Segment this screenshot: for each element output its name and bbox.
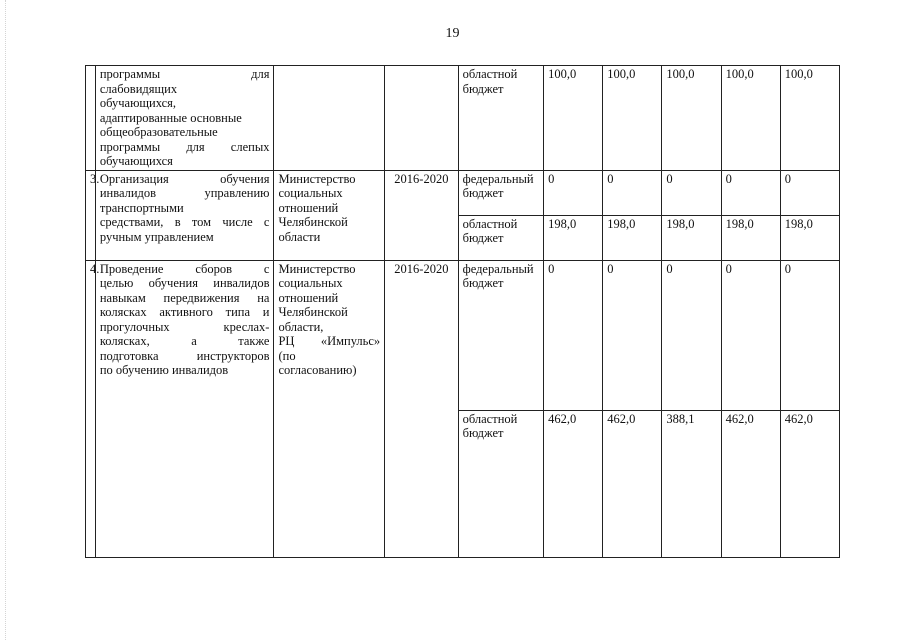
value-cell: 0 <box>603 260 662 410</box>
measure-name-line: адаптированные основные <box>99 110 242 125</box>
measure-name-line: Проведение сборов с <box>99 261 270 276</box>
funding-source-line: областной <box>462 411 518 426</box>
value-cell: 462,0 <box>780 410 839 557</box>
measure-name-line: по обучению инвалидов <box>99 363 229 377</box>
funding-source-line: бюджет <box>462 81 504 96</box>
value-cell: 100,0 <box>721 66 780 171</box>
executor-line: социальных <box>278 186 343 200</box>
program-table <box>85 65 840 558</box>
measure-name-line: обучающихся, <box>99 96 177 110</box>
value-cell: 0 <box>780 170 839 215</box>
table-row <box>86 66 840 171</box>
executor-line: согласованию) <box>278 363 357 377</box>
measure-name-line: подготовка инструкторов <box>99 348 270 363</box>
value-cell: 100,0 <box>544 66 603 171</box>
measure-name-line: средствами, в том числе с <box>99 215 270 229</box>
value-cell: 462,0 <box>544 410 603 557</box>
funding-source-line: бюджет <box>462 426 504 440</box>
measure-name-line: обучающихся <box>99 154 173 168</box>
value-cell: 0 <box>662 260 721 410</box>
funding-source-line: бюджет <box>462 276 504 290</box>
period-cell: 2016-2020 <box>385 170 458 260</box>
funding-source-line: областной <box>462 216 518 231</box>
period-cell: 2016-2020 <box>385 260 458 557</box>
row-number-cell <box>86 66 96 171</box>
value-cell: 100,0 <box>662 66 721 171</box>
funding-source-line: бюджет <box>462 231 504 245</box>
value-cell: 198,0 <box>662 215 721 260</box>
funding-source-cell <box>458 260 543 410</box>
value-cell: 198,0 <box>603 215 662 260</box>
measure-name-line: транспортными <box>99 200 184 215</box>
measure-name-cell <box>95 66 274 171</box>
value-cell: 198,0 <box>544 215 603 260</box>
funding-source-line: федеральный <box>462 171 534 186</box>
funding-source-line: бюджет <box>462 186 504 200</box>
funding-source-cell <box>458 410 543 557</box>
executor-line: Челябинской <box>278 215 348 229</box>
table-row <box>86 260 840 410</box>
row-number-cell: 4. <box>86 260 96 557</box>
executor-line: Министерство <box>278 261 356 276</box>
table-row <box>86 170 840 215</box>
funding-source-cell <box>458 215 543 260</box>
executor-line: отношений <box>278 290 339 305</box>
period-cell <box>385 66 458 171</box>
row-number-cell: 3. <box>86 170 96 260</box>
value-cell: 0 <box>603 170 662 215</box>
measure-name-line: слабовидящих <box>99 81 178 96</box>
executor-line: социальных <box>278 276 343 290</box>
measure-name-line: общеобразовательные <box>99 125 218 139</box>
measure-name-line: колясках, а также <box>99 334 270 348</box>
funding-source-line: областной <box>462 67 518 81</box>
funding-source-line: федеральный <box>462 261 534 276</box>
value-cell: 0 <box>780 260 839 410</box>
measure-name-cell <box>95 260 274 557</box>
value-cell: 0 <box>721 170 780 215</box>
executor-line: РЦ «Импульс» <box>278 334 381 348</box>
page-number: 19 <box>445 26 460 41</box>
executor-line: отношений <box>278 200 339 215</box>
funding-source-cell <box>458 66 543 171</box>
value-cell: 462,0 <box>721 410 780 557</box>
measure-name-line: программы для слепых <box>99 139 270 154</box>
value-cell: 0 <box>544 260 603 410</box>
executor-cell <box>274 170 385 260</box>
value-cell: 100,0 <box>603 66 662 171</box>
value-cell: 388,1 <box>662 410 721 557</box>
funding-source-cell <box>458 170 543 215</box>
value-cell: 462,0 <box>603 410 662 557</box>
executor-cell <box>274 66 385 171</box>
measure-name-line: прогулочных креслах- <box>99 319 270 334</box>
executor-line: (по <box>278 348 296 363</box>
scan-edge-line <box>5 0 6 640</box>
executor-line: области, <box>278 319 324 334</box>
measure-name-line: ручным управлением <box>99 229 214 244</box>
measure-name-line: навыкам передвижения на <box>99 290 270 305</box>
value-cell: 198,0 <box>721 215 780 260</box>
measure-name-line: инвалидов управлению <box>99 186 270 200</box>
executor-cell <box>274 260 385 557</box>
measure-name-line: колясках активного типа и <box>99 305 270 319</box>
measure-name-line: Организация обучения <box>99 171 270 186</box>
executor-line: Министерство <box>278 171 356 186</box>
executor-line: области <box>278 229 321 244</box>
executor-line: Челябинской <box>278 305 348 319</box>
measure-name-cell <box>95 170 274 260</box>
measure-name-line: программы для <box>99 67 270 81</box>
value-cell: 0 <box>544 170 603 215</box>
value-cell: 0 <box>721 260 780 410</box>
value-cell: 100,0 <box>780 66 839 171</box>
value-cell: 198,0 <box>780 215 839 260</box>
value-cell: 0 <box>662 170 721 215</box>
measure-name-line: целью обучения инвалидов <box>99 276 270 290</box>
